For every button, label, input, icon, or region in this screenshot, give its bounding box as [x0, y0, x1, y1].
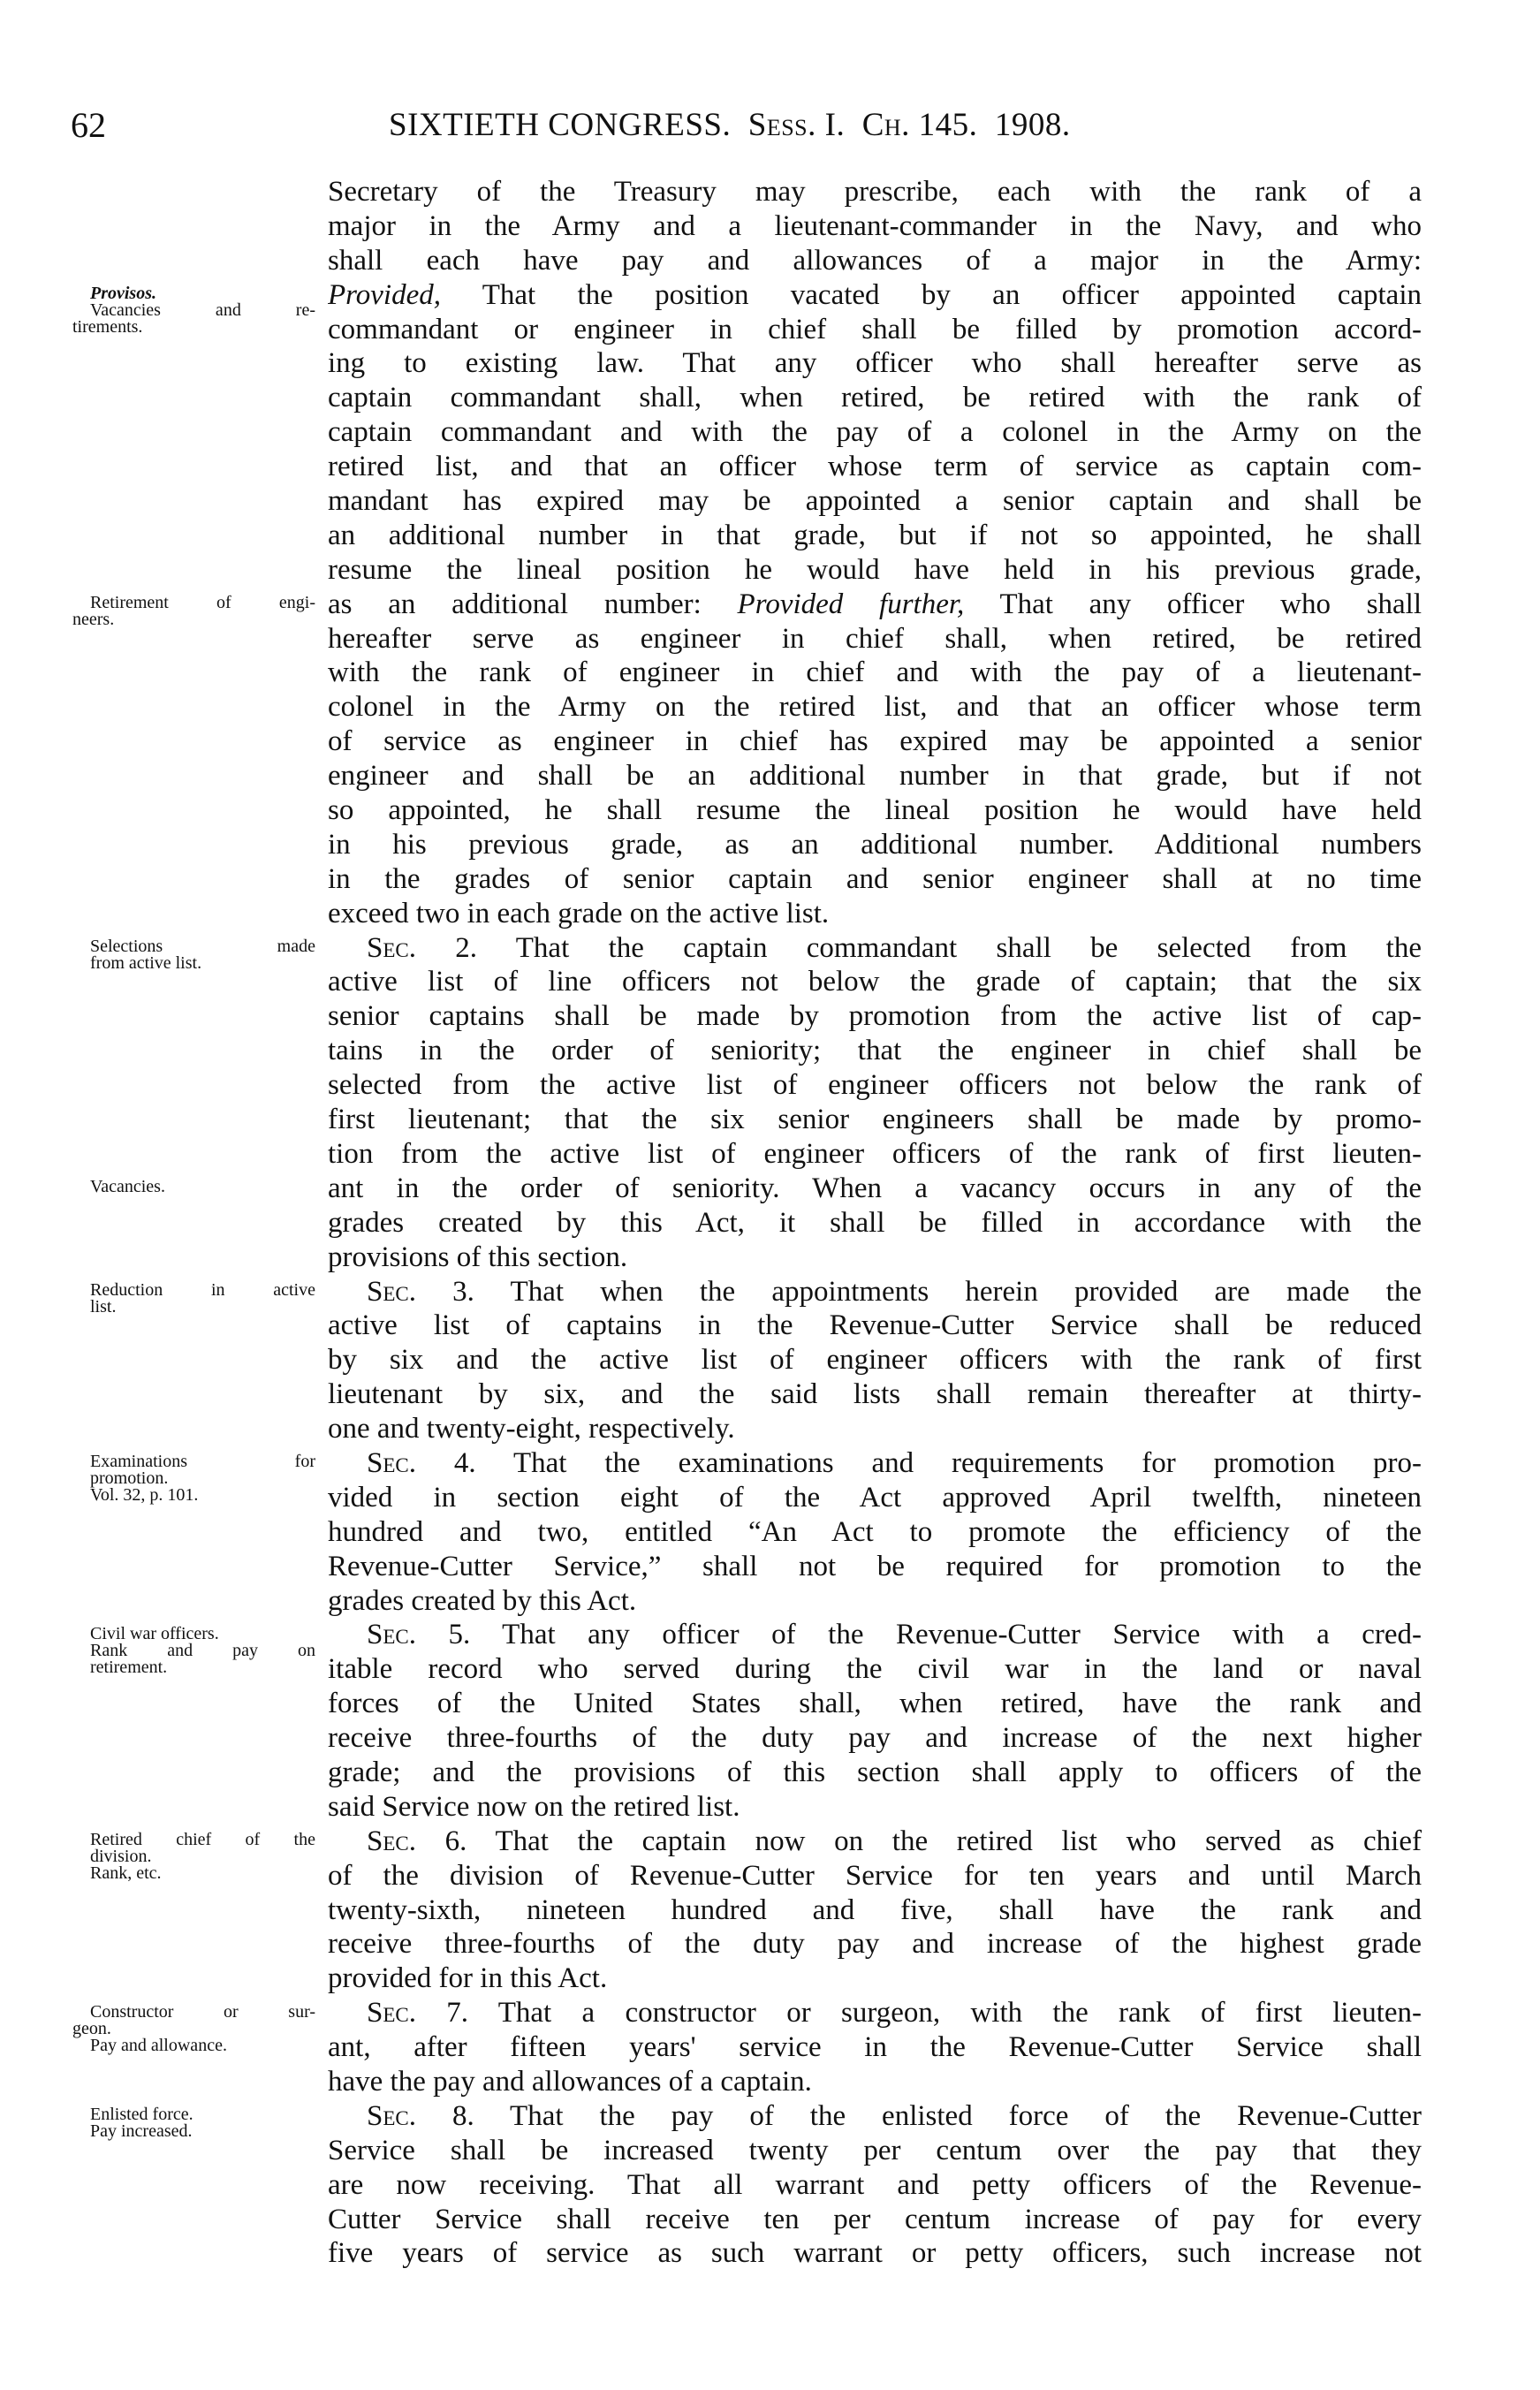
line-text: active list of line officers not below the grade of captain; that the six: [328, 966, 1422, 998]
text-line: [328, 2030, 1422, 2065]
text-line: [328, 1412, 1422, 1446]
margin-note: [72, 1279, 315, 1316]
margin-note: [72, 1832, 315, 1882]
margin-note: [72, 592, 315, 629]
line-text: of the division of Revenue-Cutter Service for ten years and until March: [328, 1859, 1422, 1892]
text-line: [328, 1206, 1422, 1241]
line-text: Service shall be increased twenty per centum over the pay that they: [328, 2134, 1422, 2166]
line-text: That a constructor or surgeon, with the rank of first lieuten-: [468, 1997, 1422, 2030]
section-number: Sec. 3.: [367, 1275, 474, 1308]
line-text: one and twenty-eight, respectively.: [328, 1413, 735, 1445]
line-text: tains in the order of seniority; that the engineer in chief shall be: [328, 1035, 1422, 1067]
text-line: [328, 862, 1422, 897]
line-text: shall each have pay and allowances of a major in the Army:: [328, 244, 1422, 277]
margin-note-text: Vacancies.: [90, 1177, 165, 1197]
text-line: [328, 1343, 1422, 1377]
margin-note: [72, 938, 315, 972]
margin-note-text: Rank, etc.: [90, 1863, 162, 1884]
line-text: receive three-fourths of the duty pay and increase of the next higher: [328, 1722, 1422, 1755]
text-line: [328, 2203, 1422, 2237]
text-line: [328, 1584, 1422, 1619]
line-text: That the position vacated by an officer appointed captain: [441, 278, 1422, 311]
margin-note: [72, 1179, 315, 1195]
text-line: [328, 1790, 1422, 1825]
line-text: active list of captains in the Revenue-Cutter Service shall be reduced: [328, 1309, 1422, 1342]
line-text: retired list, and that an officer whose term of service as captain com-: [328, 451, 1422, 483]
text-line: [328, 2168, 1422, 2203]
section-start-line: [328, 1275, 1422, 1309]
text-line: [328, 793, 1422, 828]
margin-note-text: Pay and allowance.: [90, 2035, 227, 2055]
text-line: [328, 1103, 1422, 1137]
margin-note-text: Reduction in active: [90, 1279, 315, 1300]
year: 1908.: [994, 107, 1071, 143]
line-text: Cutter Service shall receive ten per centum increase of pay for every: [328, 2203, 1422, 2235]
section-number: Sec. 6.: [367, 1825, 467, 1857]
margin-note-text: Vacancies and re-: [90, 300, 315, 320]
line-text: hereafter serve as engineer in chief shall, when retired, be retired: [328, 622, 1422, 655]
margin-note-text: promotion.: [90, 1468, 169, 1489]
line-text: an additional number in that grade, but if not so appointed, he shall: [328, 519, 1422, 551]
margin-note: [72, 2106, 315, 2140]
margin-note-text: from active list.: [90, 952, 202, 973]
line-text: captain commandant shall, when retired, be retired with the rank of: [328, 382, 1422, 414]
text-line: [328, 1172, 1422, 1206]
margin-note-text: retirement.: [90, 1657, 168, 1677]
text-line: [328, 1377, 1422, 1412]
text-line: [328, 1515, 1422, 1550]
text-line: [328, 1927, 1422, 1961]
margin-note-text: geon.: [72, 2018, 111, 2038]
line-text: That any officer of the Revenue-Cutter Service with a cred-: [470, 1619, 1422, 1651]
text-line: [328, 381, 1422, 415]
line-text: commandant or engineer in chief shall be filled by promotion accord-: [328, 313, 1422, 345]
margin-note: [72, 1623, 315, 1677]
text-line: [328, 656, 1422, 690]
margin-note-text: Examinations for: [90, 1452, 315, 1472]
text-line: [328, 1721, 1422, 1756]
line-text: lieutenant by six, and the said lists shall remain thereafter at thirty-: [328, 1378, 1422, 1411]
text-line: [328, 690, 1422, 725]
margin-note-text: Pay increased.: [90, 2121, 193, 2142]
line-text: Secretary of the Treasury may prescribe, each with the rank of a: [328, 176, 1422, 208]
text-line: [328, 897, 1422, 931]
line-text: ant, after fifteen years' service in the Revenue-Cutter Service shall: [328, 2031, 1422, 2064]
margin-note: [72, 2001, 315, 2055]
text-line: [328, 313, 1422, 347]
congress-title: SIXTIETH CONGRESS.: [389, 107, 732, 143]
text-line: [328, 209, 1422, 244]
line-text: exceed two in each grade on the active list.: [328, 897, 830, 929]
line-text: That the captain commandant shall be selected from the: [477, 931, 1422, 964]
text-line: [328, 622, 1422, 656]
line-text: engineer and shall be an additional number in that grade, but if not: [328, 760, 1422, 793]
text-line: [328, 519, 1422, 553]
line-text: have the pay and allowances of a captain.: [328, 2065, 812, 2098]
margin-note-text: Retirement of engi-: [90, 592, 315, 612]
statute-body: [328, 175, 1422, 2271]
text-line: [328, 2134, 1422, 2168]
text-line: [328, 244, 1422, 278]
text-line: [328, 1893, 1422, 1928]
text-line: [328, 999, 1422, 1034]
text-line: [328, 1652, 1422, 1687]
line-text: hundred and two, entitled “An Act to promote the efficiency of the: [328, 1515, 1422, 1548]
line-text: said Service now on the retired list.: [328, 1790, 740, 1823]
line-text: That the examinations and requirements for promotion pro-: [475, 1446, 1422, 1479]
margin-note-text: Enlisted force.: [90, 2105, 193, 2125]
text-line: [328, 175, 1422, 209]
line-text: receive three-fourths of the duty pay and increase of the highest grade: [328, 1928, 1422, 1961]
text-line: [328, 1961, 1422, 1996]
margin-note-text: division.: [90, 1847, 152, 1867]
proviso-italic: Provided further,: [737, 588, 965, 620]
text-line: [328, 415, 1422, 450]
line-text: colonel in the Army on the retired list, and that an officer whose term: [328, 691, 1422, 724]
line-text: That any officer who shall: [964, 588, 1422, 620]
line-text: twenty-sixth, nineteen hundred and five, shall have the rank and: [328, 1893, 1422, 1926]
line-text: five years of service as such warrant or petty officers, such increase not: [328, 2237, 1422, 2270]
section-number: Sec. 5.: [367, 1619, 471, 1651]
line-text: major in the Army and a lieutenant-commander in the Navy, and who: [328, 209, 1422, 242]
section-start-line: [328, 1446, 1422, 1481]
line-text: captain commandant and with the pay of a colonel in the Army on the: [328, 416, 1422, 449]
margin-note-text: Constructor or sur-: [90, 2001, 315, 2022]
line-text: resume the lineal position he would have held in his previous grade,: [328, 553, 1422, 586]
section-start-line: [328, 1618, 1422, 1652]
line-text: in his previous grade, as an additional number. Additional numbers: [328, 828, 1422, 861]
proviso-italic: Provided,: [328, 278, 441, 311]
text-line: [328, 1687, 1422, 1721]
line-text: grades created by this Act, it shall be filled in accordance with the: [328, 1206, 1422, 1239]
line-text: with the rank of engineer in chief and with the pay of a lieutenant-: [328, 656, 1422, 689]
line-text: forces of the United States shall, when retired, have the rank and: [328, 1688, 1422, 1720]
line-text: ant in the order of seniority. When a vacancy occurs in any of the: [328, 1172, 1422, 1204]
text-line: [328, 450, 1422, 484]
margin-note: [72, 1453, 315, 1504]
line-text: mandant has expired may be appointed a senior captain and shall be: [328, 485, 1422, 518]
section-number: Sec. 4.: [367, 1446, 476, 1479]
text-line: [328, 346, 1422, 381]
text-line: [328, 2236, 1422, 2271]
text-line: [328, 1309, 1422, 1343]
line-text: That the pay of the enlisted force of the Revenue-Cutter: [474, 2099, 1422, 2132]
section-number: Sec. 7.: [367, 1997, 469, 2030]
line-text: in the grades of senior captain and senior engineer shall at no time: [328, 862, 1422, 895]
text-line: [328, 553, 1422, 588]
margin-note-text: Civil war officers.: [90, 1623, 219, 1643]
margin-note-text: list.: [90, 1296, 117, 1316]
line-text: senior captains shall be made by promotion from the active list of cap-: [328, 1000, 1422, 1033]
section-number: Sec. 8.: [367, 2099, 474, 2132]
section-number: Sec. 2.: [367, 931, 478, 964]
session: Sess. I.: [747, 107, 846, 143]
line-text: tion from the active list of engineer officers of the rank of first lieuten-: [328, 1137, 1422, 1170]
margin-note-text: neers.: [72, 609, 115, 629]
text-line: [328, 1034, 1422, 1068]
page-number: 62: [71, 105, 106, 145]
text-line: [328, 1241, 1422, 1275]
text-line: [328, 1481, 1422, 1515]
line-text: ing to existing law. That any officer who shall hereafter serve as: [328, 347, 1422, 380]
line-text: That when the appointments herein provided are made the: [474, 1275, 1422, 1308]
margin-note-text: Provisos.: [90, 283, 156, 303]
margin-note: [72, 285, 315, 336]
text-line: [328, 1859, 1422, 1893]
line-text: provided for in this Act.: [328, 1962, 608, 1995]
line-text: are now receiving. That all warrant and petty officers of the Revenue-: [328, 2168, 1422, 2201]
line-text: grades created by this Act.: [328, 1584, 637, 1617]
line-text: selected from the active list of engineer officers not below the rank of: [328, 1069, 1422, 1102]
line-text: so appointed, he shall resume the lineal position he would have held: [328, 794, 1422, 827]
margin-note-text: Selections made: [90, 936, 315, 956]
margin-note-text: Vol. 32, p. 101.: [90, 1485, 199, 1506]
text-line: [328, 1068, 1422, 1103]
line-text: as an additional number:: [328, 588, 738, 620]
text-line: [328, 1550, 1422, 1584]
text-line: [328, 965, 1422, 999]
line-text: of service as engineer in chief has expired may be appointed a senior: [328, 725, 1422, 758]
section-start-line: [328, 2099, 1422, 2134]
text-line: [328, 725, 1422, 759]
line-text: provisions of this section.: [328, 1241, 628, 1273]
margin-note-text: Rank and pay on: [90, 1640, 315, 1660]
text-line: [328, 759, 1422, 793]
text-line: [328, 1137, 1422, 1172]
text-line: [328, 484, 1422, 519]
section-start-line: [328, 1996, 1422, 2030]
line-text: Revenue-Cutter Service,” shall not be required for promotion to the: [328, 1550, 1422, 1582]
section-start-line: [328, 1825, 1422, 1859]
text-line: [328, 278, 1422, 313]
line-text: That the captain now on the retired list who served as chief: [467, 1825, 1422, 1857]
text-line: [328, 588, 1422, 622]
line-text: grade; and the provisions of this section shall apply to officers of the: [328, 1756, 1422, 1788]
line-text: vided in section eight of the Act approved April twelfth, nineteen: [328, 1481, 1422, 1514]
line-text: first lieutenant; that the six senior engineers shall be made by promo-: [328, 1104, 1422, 1136]
section-start-line: [328, 931, 1422, 966]
chapter: Ch. 145.: [861, 107, 978, 143]
margin-note-text: Retired chief of the: [90, 1830, 315, 1850]
text-line: [328, 1756, 1422, 1790]
line-text: itable record who served during the civil war in the land or naval: [328, 1653, 1422, 1686]
running-head: [389, 106, 1071, 144]
line-text: by six and the active list of engineer officers with the rank of first: [328, 1344, 1422, 1377]
margin-note-text: tirements.: [72, 316, 143, 337]
text-line: [328, 828, 1422, 862]
text-line: [328, 2065, 1422, 2099]
